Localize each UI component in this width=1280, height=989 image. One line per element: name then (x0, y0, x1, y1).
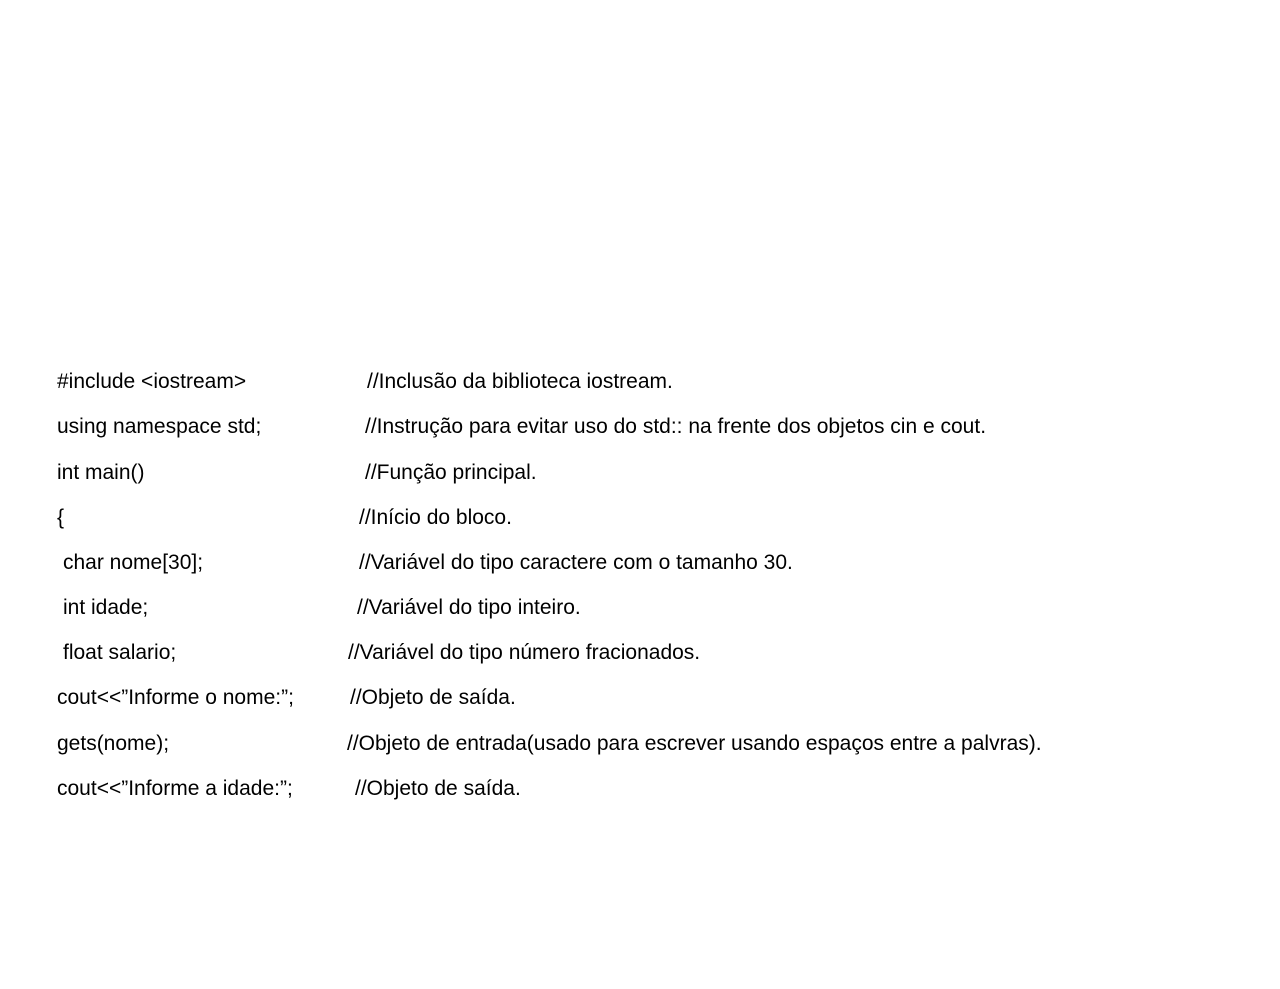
code-text: int idade; (63, 596, 149, 619)
code-comment: //Inclusão da biblioteca iostream. (367, 370, 673, 393)
code-line (0, 503, 1280, 533)
code-comment: //Variável do tipo caractere com o tamanho 30. (359, 551, 793, 574)
code-line (0, 638, 1280, 668)
code-line (0, 593, 1280, 623)
code-comment: //Variável do tipo número fracionados. (348, 641, 701, 664)
code-comment: //Função principal. (365, 461, 537, 484)
code-comment: //Início do bloco. (359, 506, 512, 529)
code-text: char nome[30]; (63, 551, 204, 574)
code-line (0, 458, 1280, 488)
code-line (0, 367, 1280, 397)
code-line (0, 412, 1280, 442)
code-text: { (57, 506, 65, 529)
code-comment: //Objeto de entrada(usado para escrever usando espaços entre a palvras). (347, 732, 1042, 755)
code-comment: //Instrução para evitar uso do std:: na frente dos objetos cin e cout. (365, 415, 987, 438)
code-text: float salario; (63, 641, 177, 664)
code-line (0, 729, 1280, 759)
code-line (0, 774, 1280, 804)
code-text: int main() (57, 461, 145, 484)
code-text: gets(nome); (57, 732, 170, 755)
code-comment: //Objeto de saída. (355, 777, 521, 800)
code-text: using namespace std; (57, 415, 262, 438)
code-comment: //Objeto de saída. (350, 686, 516, 709)
code-text: #include <iostream> (57, 370, 247, 393)
code-comment: //Variável do tipo inteiro. (357, 596, 581, 619)
code-line (0, 548, 1280, 578)
code-text: cout<<”Informe a idade:”; (57, 777, 293, 800)
code-text: cout<<”Informe o nome:”; (57, 686, 294, 709)
code-line (0, 683, 1280, 713)
